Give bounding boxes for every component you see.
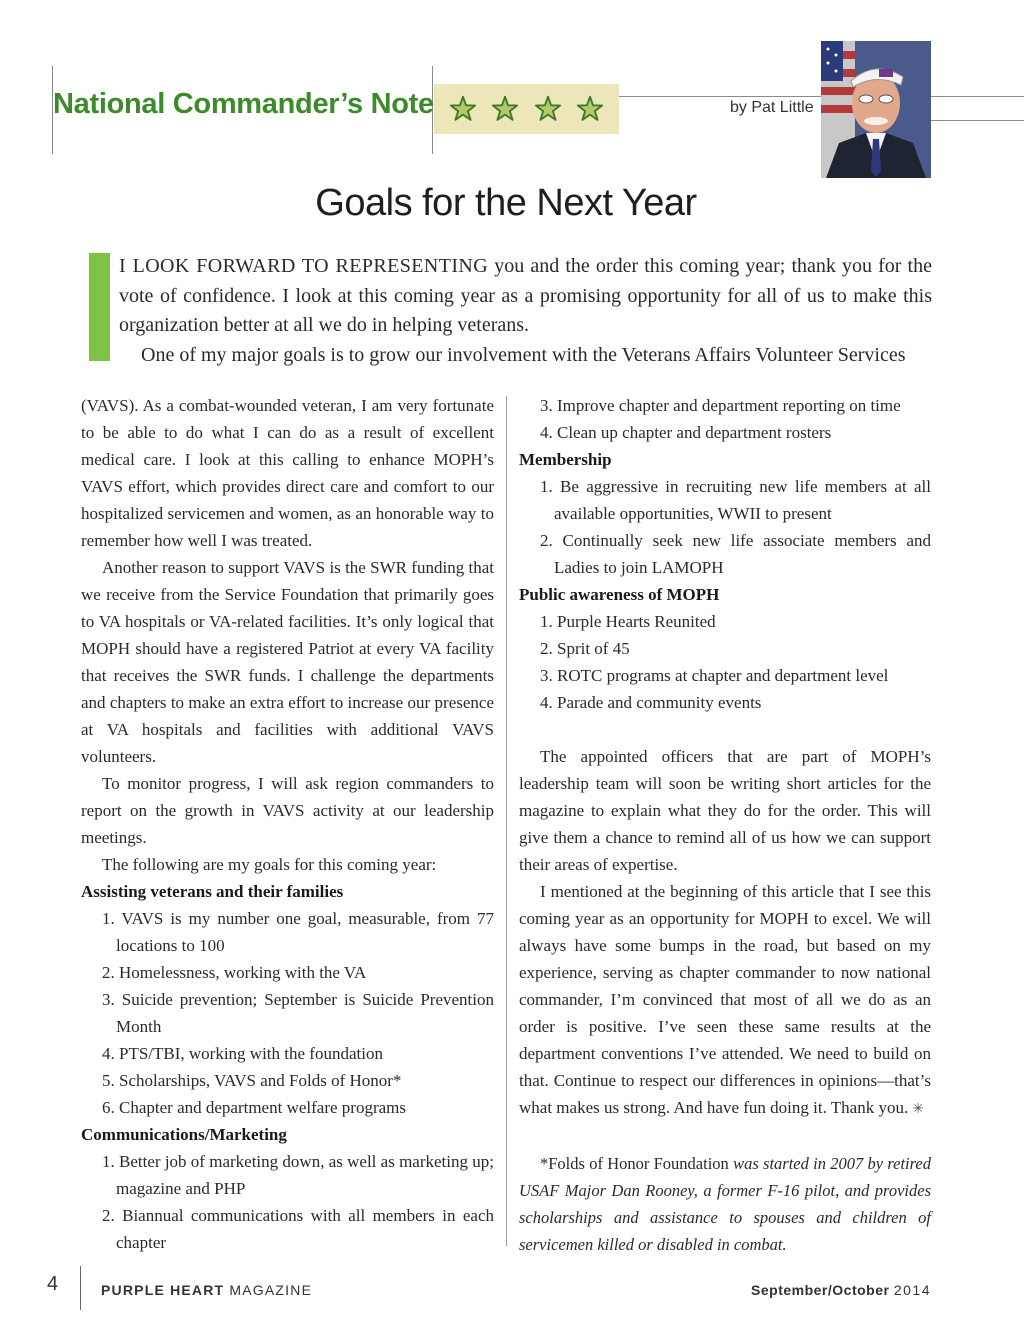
author-photo bbox=[821, 41, 931, 178]
headline: Goals for the Next Year bbox=[315, 182, 697, 224]
closing-text: I mentioned at the beginning of this article that I see this coming year as an opportunity for MOPH to excel. We will always have some bumps in the road, but based on my experience, serving as chapter commander to now national commander, I’m convinced that most of all we do as an order is positive. I’ve seen these same results at the department conventions I’ve attended. We need to build on that. Continue to respect our differences in opinions—that’s what makes us strong. And have fun doing it. Thank you. bbox=[519, 882, 931, 1117]
list-item: 6. Chapter and department welfare programs bbox=[102, 1098, 406, 1117]
list-item: 4. Parade and community events bbox=[540, 693, 762, 712]
section-heading: Membership bbox=[519, 450, 612, 469]
paragraph bbox=[519, 878, 931, 1123]
list-item: 1. Better job of marketing down, as well as marketing up; magazine and PHP bbox=[102, 1152, 494, 1198]
goal-list bbox=[81, 905, 494, 1121]
magazine-name-bold: PURPLE HEART bbox=[101, 1282, 225, 1298]
section-heading: Public awareness of MOPH bbox=[519, 585, 720, 604]
footnote-plain: *Folds of Honor Foundation bbox=[540, 1154, 729, 1173]
issue-date bbox=[751, 1282, 931, 1298]
list-item: 4. Clean up chapter and department rosters bbox=[540, 423, 832, 442]
paragraph: The appointed officers that are part of MOPH’s leadership team will soon be writing short articles for the magazine to explain what they do for the order. This will give them a chance to remind all of us how we can support their areas of expertise. bbox=[519, 747, 931, 874]
list-item: 1. Purple Hearts Reunited bbox=[540, 612, 716, 631]
star-icon bbox=[576, 95, 604, 123]
list-item: 1. VAVS is my number one goal, measurable, from 77 locations to 100 bbox=[102, 909, 494, 955]
right-column bbox=[519, 392, 931, 1258]
list-item: 2. Continually seek new life associate members and Ladies to join LAMOPH bbox=[540, 531, 931, 577]
goal-list bbox=[81, 1148, 494, 1256]
goal-list bbox=[519, 473, 931, 581]
star-icon bbox=[449, 95, 477, 123]
list-item: 3. Suicide prevention; September is Suicide Prevention Month bbox=[102, 990, 494, 1036]
list-item: 5. Scholarships, VAVS and Folds of Honor* bbox=[102, 1071, 402, 1090]
star-icon bbox=[534, 95, 562, 123]
header-rule-right-lower bbox=[931, 120, 1024, 121]
page-number: 4 bbox=[47, 1273, 59, 1295]
stars-band bbox=[434, 84, 619, 134]
footnote-italic: was started in 2007 by retired USAF Major Dan Rooney, a former F-16 pilot, and provides scholarships and assistance to spouses and children of servicemen killed or disabled in combat. bbox=[519, 1154, 931, 1254]
column-title: National Commander’s Note bbox=[53, 88, 434, 120]
byline: by Pat Little bbox=[730, 99, 814, 116]
intro bbox=[119, 252, 932, 370]
list-item: 2. Sprit of 45 bbox=[540, 639, 630, 658]
header-rule-far-right bbox=[931, 96, 1024, 97]
list-item: 2. Biannual communications with all members in each chapter bbox=[102, 1206, 494, 1252]
list-item: 3. ROTC programs at chapter and department level bbox=[540, 666, 889, 685]
paragraph: The following are my goals for this coming year: bbox=[102, 855, 437, 874]
footnote bbox=[519, 1150, 931, 1258]
section-heading: Communications/Marketing bbox=[81, 1125, 287, 1144]
drop-cap-bar bbox=[89, 253, 110, 361]
paragraph: To monitor progress, I will ask region commanders to report on the growth in VAVS activity at our leadership meetings. bbox=[81, 774, 494, 847]
paragraph: Another reason to support VAVS is the SWR funding that we receive from the Service Foundation that primarily goes to VA hospitals or VA-related facilities. It’s only logical that MOPH should have a registered Patriot at every VA facility that receives the SWR funds. I challenge the departments and chapters to make an extra effort to increase our presence at VA hospitals and facilities with additional VAVS volunteers. bbox=[81, 558, 494, 766]
intro-paragraph-2: One of my major goals is to grow our involvement with the Veterans Affairs Volunteer Services bbox=[141, 343, 906, 366]
lead-caps: I LOOK FORWARD TO REPRESENTING bbox=[119, 255, 489, 277]
section-heading: Assisting veterans and their families bbox=[81, 882, 344, 901]
star-icon bbox=[491, 95, 519, 123]
magazine-name bbox=[101, 1282, 312, 1298]
goal-list bbox=[519, 392, 931, 446]
intro-paragraph bbox=[119, 252, 932, 341]
left-column bbox=[81, 392, 494, 1256]
spacer bbox=[519, 716, 931, 743]
column-divider bbox=[506, 396, 507, 1246]
goal-list bbox=[519, 608, 931, 716]
footer-rule bbox=[80, 1266, 81, 1310]
issue-months: September/October bbox=[751, 1282, 890, 1298]
issue-year: 2014 bbox=[893, 1282, 931, 1298]
list-item: 1. Be aggressive in recruiting new life members at all available opportunities, WWII to present bbox=[540, 477, 931, 523]
paragraph: (VAVS). As a combat-wounded veteran, I am very fortunate to be able to do what I can do as a result of excellent medical care. I look at this calling to enhance MOPH’s VAVS effort, which provides direct care and comfort to our hospitalized servicemen and women, as an honorable way to remember how well I was treated. bbox=[81, 396, 494, 550]
spacer bbox=[519, 1123, 931, 1150]
list-item: 2. Homelessness, working with the VA bbox=[102, 963, 367, 982]
list-item: 3. Improve chapter and department reporting on time bbox=[540, 396, 901, 415]
header-rule-right bbox=[619, 96, 821, 97]
end-mark-icon: ✳ bbox=[912, 1102, 924, 1117]
lead-rest: you and the order this coming year; thank you for the vote of confidence. I look at this coming year as a promising opportunity for all of us to make this organization better at all we do in helping veterans. bbox=[119, 255, 932, 336]
magazine-name-rest: MAGAZINE bbox=[224, 1282, 313, 1298]
list-item: 4. PTS/TBI, working with the foundation bbox=[102, 1044, 383, 1063]
